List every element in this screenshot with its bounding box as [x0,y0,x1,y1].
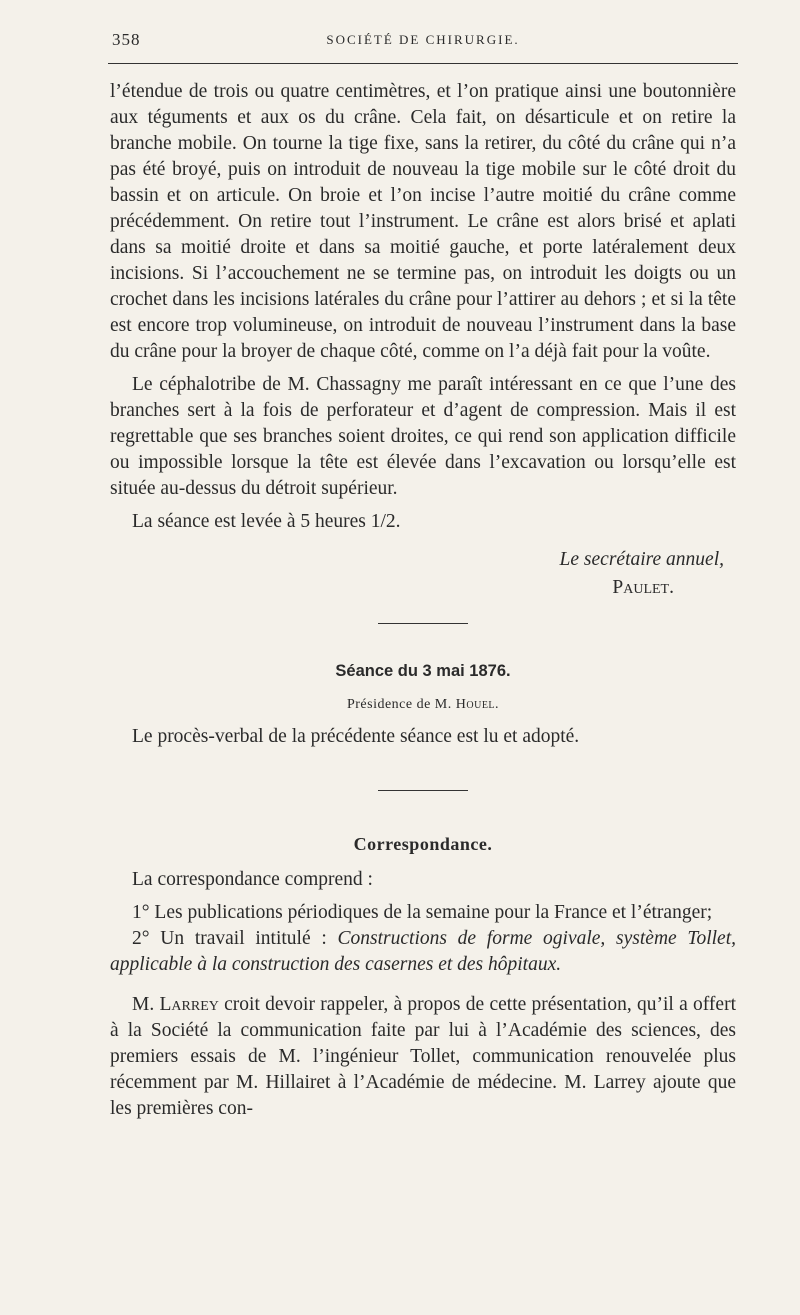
correspondance-item-1: 1° Les publications périodiques de la semaine pour la France et l’étranger; [132,902,713,923]
paragraph-cephalotribe: Le céphalotribe de M. Chassagny me paraît intéressant en ce que l’une des branches sert à la fois de perforateur et d’agent de compression. Mais il est regrettable que ses branches soient droites, ce qui rend son application difficile ou impossible lorsque la tête est élevée dans l’excavation ou lorsqu’elle est située au-dessus du détroit supérieur. [110,374,736,499]
presidence-label: Présidence de M. [346,697,452,712]
header-rule [108,63,738,64]
session-title: Séance du 3 mai 1876. [335,662,511,680]
signature-title: Le secrétaire annuel, [559,549,724,570]
correspondance-intro: La correspondance comprend : [132,869,373,890]
paragraph-procedure: l’étendue de trois ou quatre centimètres, et l’on pratique ainsi une boutonnière aux téguments et aux os du crâne. Cela fait, on désarticule et on retire la branche mobile. On tourne la tige fixe, sans la retirer, du côté du crâne qui n’a pas été broyé, puis on introduit de nouveau la tige mobile sur le côté droit du bassin et on articule. On broie et l’on incise l’autre moitié du crâne comme précédemment. On retire tout l’instrument. Le crâne est alors brisé et aplati dans sa moitié droite et dans sa moitié gauche, et porte latéralement deux incisions. Si l’accouchement ne se termine pas, on introduit les doigts ou un crochet dans les incisions latérales du crâne pour l’attirer au dehors ; et si la tête est encore trop volumineuse, on introduit de nouveau l’instrument dans la base du crâne pour la broyer de chaque côté, comme on l’a déjà fait pour la voûte. [110,81,736,362]
page-header [108,30,738,54]
page-number: 358 [112,30,141,49]
correspondance-title: Correspondance. [353,834,493,854]
paragraph-seance-levee: La séance est levée à 5 heures 1/2. [132,511,401,532]
item-2-title: Constructions de forme ogivale, système Tollet, applicable à la construction des casernes et des hôpitaux. [110,928,736,975]
section-divider [378,790,468,791]
page-body [110,79,736,1122]
item-2-prefix: 2° Un travail intitulé : [132,928,327,949]
paragraph-larrey [110,992,736,1122]
correspondance-item-2 [110,926,736,978]
section-divider [378,623,468,624]
signature-name: Paulet. [612,577,674,598]
presidence-name: Houel. [455,697,500,712]
signature-block [110,547,736,601]
presidence-line [110,692,736,718]
running-title: SOCIÉTÉ DE CHIRURGIE. [326,32,520,47]
paragraph-proces-verbal: Le procès-verbal de la précédente séance est lu et adopté. [132,726,580,747]
larrey-text: croit devoir rappeler, à propos de cette présentation, qu’il a offert à la Société la communication faite par lui à l’Académie des sciences, des premiers essais de M. l’ingénieur Tollet, communication renouvelée plus récemment par M. Hillairet à l’Académie de médecine. M. Larrey ajoute que les premières con- [110,994,736,1119]
larrey-name: M. Larrey [132,994,219,1015]
